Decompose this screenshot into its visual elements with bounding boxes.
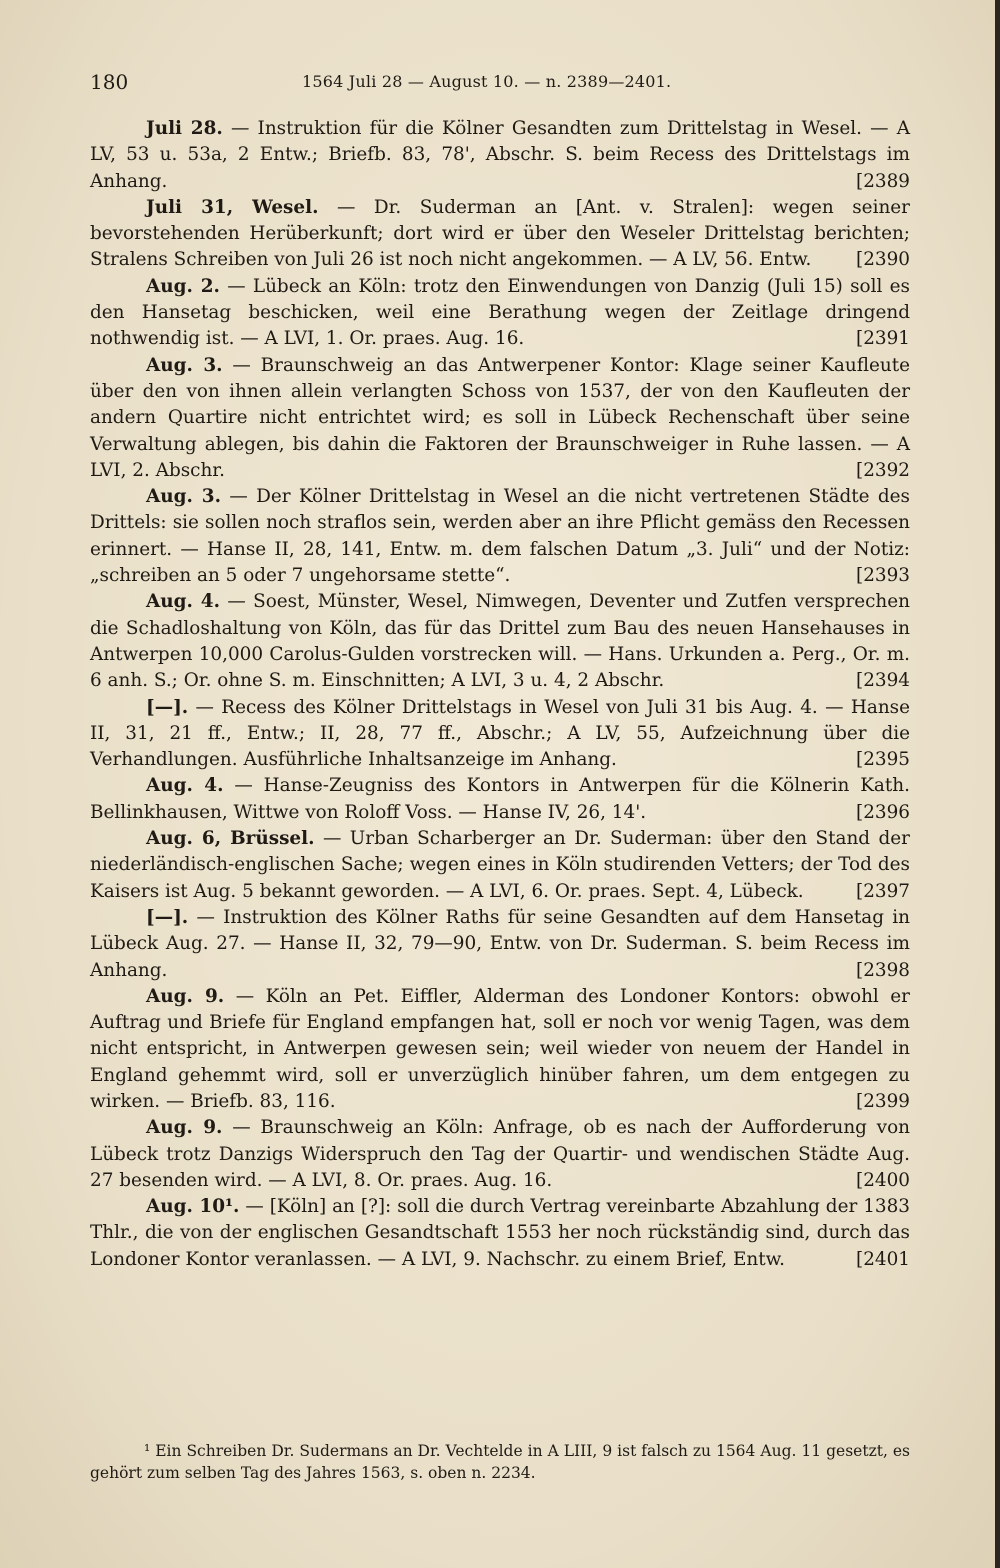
entry-text: — Lübeck an Köln: trotz den Einwendungen von Danzig (Juli 15) soll es den Hansetag beschicken, weil eine Berathung wegen der Zeitlage dringend nothwendig ist. — A LVI, 1. Or. praes. Aug. 16. <box>90 275 910 350</box>
register-entry <box>90 484 910 589</box>
register-entry <box>90 195 910 274</box>
entry-number: [2398 <box>856 959 910 981</box>
entry-date: [—]. <box>146 906 189 928</box>
entry-number: [2390 <box>856 249 910 271</box>
entry-number: [2399 <box>856 1090 910 1112</box>
entry-text: — Hanse-Zeugniss des Kontors in Antwerpen für die Kölnerin Kath. Bellinkhausen, Wittwe von Roloff Voss. — Hanse IV, 26, 14'. <box>90 775 910 823</box>
page-edge-shadow <box>995 0 1000 1568</box>
entry-number: [2395 <box>856 749 910 771</box>
footnote: ¹ Ein Schreiben Dr. Sudermans an Dr. Vechtelde in A LIII, 9 ist falsch zu 1564 Aug. 11 gesetzt, es gehört zum selben Tag des Jahres 1563, s. oben n. 2234. <box>90 1442 910 1482</box>
entry-number: [2393 <box>856 565 910 587</box>
register-entry <box>90 1194 910 1273</box>
entry-text: — Soest, Münster, Wesel, Nimwegen, Deventer und Zutfen versprechen die Schadloshaltung von Köln, das für das Drittel zum Bau des neuen Hansehauses in Antwerpen 10,000 Carolus-Gulden vorstrecken will. — Hans. Urkunden a. Perg., Or. m. 6 anh. S.; Or. ohne S. m. Einschnitten; A LVI, 3 u. 4, 2 Abschr. <box>90 591 910 692</box>
entry-number: [2391 <box>856 328 910 350</box>
register-entry <box>90 1115 910 1194</box>
page-header <box>90 70 910 100</box>
register-entry <box>90 274 910 353</box>
entry-text: — Der Kölner Drittelstag in Wesel an die nicht vertretenen Städte des Drittels: sie sollen noch straflos sein, werden aber an ihre Pflicht gemäss den Recessen erinnert. — Hanse II, 28, 141, Entw. m. dem falschen Datum „3. Juli“ und der Notiz: „schreiben an 5 oder 7 ungehorsame stette“. <box>90 486 910 587</box>
register-entry <box>90 116 910 195</box>
entry-number: [2392 <box>856 459 910 481</box>
register-entry <box>90 589 910 694</box>
entry-text: — Braunschweig an das Antwerpener Kontor: Klage seiner Kaufleute über den von ihnen allein verlangten Schoss von 1537, der von den Kaufleuten der andern Quartire nicht entrichtet wird; es soll in Lübeck Rechenschaft über seine Verwaltung ablegen, bis dahin die Faktoren der Braunschweiger in Ruhe lassen. — A LVI, 2. Abschr. <box>90 354 910 481</box>
entry-text: — [Köln] an [?]: soll die durch Vertrag vereinbarte Abzahlung der 1383 Thlr., die von der englischen Gesandtschaft 1553 her noch rückständig sind, durch das Londoner Kontor veranlassen. — A LVI, 9. Nachschr. zu einem Brief, Entw. <box>90 1196 910 1270</box>
entry-number: [2400 <box>856 1169 910 1191</box>
entry-date: Aug. 3. <box>146 354 223 376</box>
entry-number: [2397 <box>856 880 910 902</box>
entry-text: — Dr. Suderman an [Ant. v. Stralen]: wegen seiner bevorstehenden Herüberkunft; dort wird er über den Weseler Drittelstag berichten; Stralens Schreiben von Juli 26 ist noch nicht angekommen. — A LV, 56. Entw. <box>90 196 910 271</box>
entry-date: [—]. <box>146 696 189 718</box>
entry-number: [2401 <box>856 1248 910 1270</box>
entry-date: Juli 31, Wesel. <box>146 196 319 218</box>
entry-date: Aug. 4. <box>146 775 224 797</box>
entry-date: Aug. 2. <box>146 275 220 297</box>
register-entries <box>90 116 910 1273</box>
entry-text: — Instruktion des Kölner Raths für seine Gesandten auf dem Hansetag in Lübeck Aug. 27. — Hanse II, 32, 79—90, Entw. von Dr. Suderman. S. beim Recess im Anhang. <box>90 906 910 981</box>
register-entry <box>90 905 910 984</box>
entry-number: [2394 <box>856 670 910 692</box>
entry-date: Aug. 9. <box>146 985 225 1007</box>
register-entry <box>90 826 910 905</box>
page-number: 180 <box>90 70 129 94</box>
entry-text: — Instruktion für die Kölner Gesandten zum Drittelstag in Wesel. — A LV, 53 u. 53a, 2 Entw.; Briefb. 83, 78', Abschr. S. beim Recess des Drittelstags im Anhang. <box>90 118 910 192</box>
entry-text: — Recess des Kölner Drittelstags in Wesel von Juli 31 bis Aug. 4. — Hanse II, 31, 21 ff., Entw.; II, 28, 77 ff., Abschr.; A LV, 55, Aufzeichnung über die Verhandlungen. Ausführliche Inhaltsanzeige im Anhang. <box>90 696 910 771</box>
entry-number: [2396 <box>856 801 910 823</box>
entry-date: Aug. 6, Brüssel. <box>146 828 315 850</box>
register-entry <box>90 353 910 484</box>
entry-text: — Braunschweig an Köln: Anfrage, ob es nach der Aufforderung von Lübeck trotz Danzigs Widerspruch den Tag der Quartir- und wendischen Städte Aug. 27 besenden wird. — A LVI, 8. Or. praes. Aug. 16. <box>90 1117 910 1191</box>
entry-date: Aug. 9. <box>146 1117 223 1139</box>
register-entry <box>90 984 910 1115</box>
entry-date: Aug. 3. <box>146 486 221 508</box>
entry-text: — Urban Scharberger an Dr. Suderman: über den Stand der niederländisch-englischen Sache; wegen eines in Köln studirenden Vetters; der Tod des Kaisers ist Aug. 5 bekannt geworden. — A LVI, 6. Or. praes. Sept. 4, Lübeck. <box>90 828 910 902</box>
register-entry <box>90 695 910 774</box>
running-title: 1564 Juli 28 — August 10. — n. 2389—2401. <box>302 72 672 91</box>
entry-date: Juli 28. <box>146 118 223 139</box>
entry-date: Aug. 4. <box>146 591 221 613</box>
entry-text: — Köln an Pet. Eiffler, Alderman des Londoner Kontors: obwohl er Auftrag und Briefe für England empfangen hat, soll er noch vor wenig Tagen, was dem nicht entspricht, in Antwerpen gewesen sein; weil wieder von neuem der Handel in England gehemmt wird, soll er unverzüglich hinüber fahren, um dem entgegen zu wirken. — Briefb. 83, 116. <box>90 985 910 1112</box>
entry-date: Aug. 10¹. <box>146 1196 240 1218</box>
entry-number: [2389 <box>856 170 910 192</box>
register-entry <box>90 773 910 826</box>
